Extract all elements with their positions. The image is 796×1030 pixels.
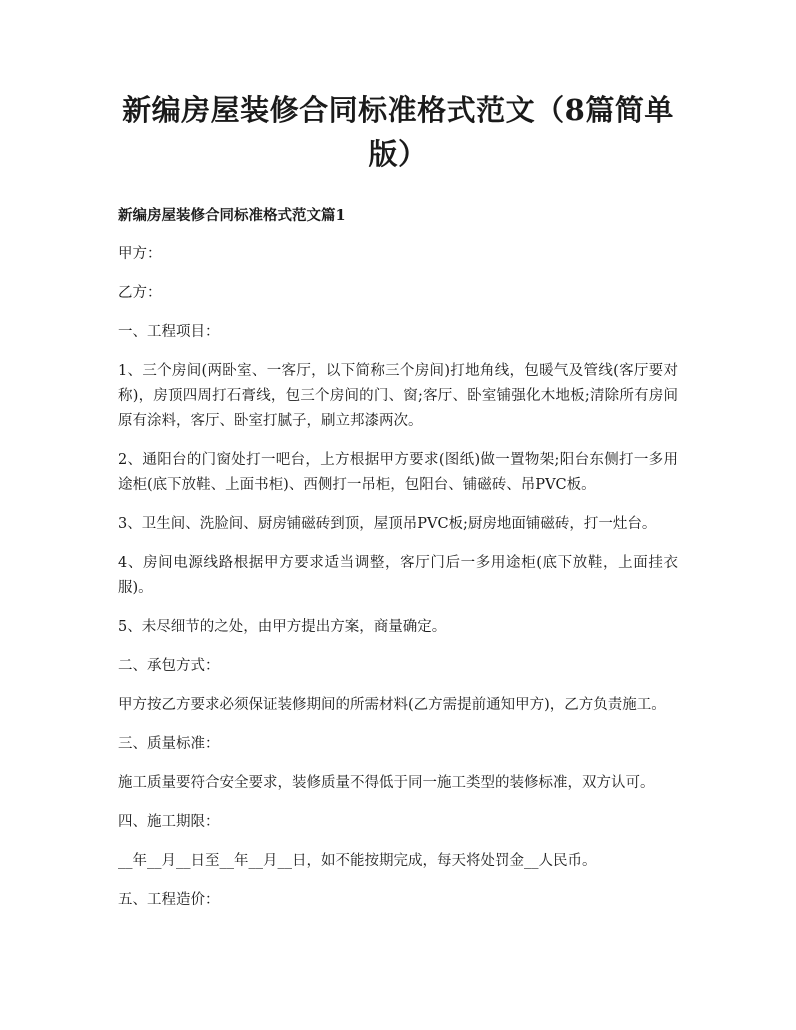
clause-heading-cost: 五、工程造价： (118, 892, 220, 908)
clause-heading-project: 一、工程项目： (118, 324, 220, 340)
project-item-4: 4、房间电源线路根据甲方要求适当调整，客厅门后一多用途柜(底下放鞋，上面挂衣服)。 (118, 555, 678, 596)
party-b-line: 乙方： (118, 285, 162, 301)
project-item-5: 5、未尽细节的之处，由甲方提出方案，商量确定。 (118, 619, 447, 635)
section-heading: 新编房屋装修合同标准格式范文篇1 (118, 207, 346, 224)
project-item-3: 3、卫生间、洗脸间、厨房铺磁砖到顶，屋顶吊PVC板;厨房地面铺磁砖，打一灶台。 (118, 516, 657, 532)
party-a-line: 甲方： (118, 246, 162, 262)
document-title: 新编房屋装修合同标准格式范文（8篇简单版） (122, 93, 674, 171)
quality-text: 施工质量要符合安全要求，装修质量不得低于同一施工类型的装修标准，双方认可。 (118, 775, 655, 791)
clause-heading-quality: 三、质量标准： (118, 736, 220, 752)
contract-method-text: 甲方按乙方要求必须保证装修期间的所需材料(乙方需提前通知甲方)，乙方负责施工。 (118, 697, 666, 713)
clause-heading-schedule: 四、施工期限： (118, 814, 220, 830)
schedule-text: __年__月__日至__年__月__日，如不能按期完成，每天将处罚金__人民币。 (118, 853, 597, 869)
project-item-1: 1、三个房间(两卧室、一客厅，以下简称三个房间)打地角线，包暖气及管线(客厅要对称)，房顶四周打石膏线，包三个房间的门、窗;客厅、卧室铺强化木地板;清除所有房间原有涂料，客厅、卧室打腻子，刷立邦漆两次。 (118, 363, 678, 429)
clause-heading-contract-method: 二、承包方式： (118, 658, 220, 674)
project-item-2: 2、通阳台的门窗处打一吧台，上方根据甲方要求(图纸)做一置物架;阳台东侧打一多用途柜(底下放鞋、上面书柜)、西侧打一吊柜，包阳台、铺磁砖、吊PVC板。 (118, 452, 678, 493)
